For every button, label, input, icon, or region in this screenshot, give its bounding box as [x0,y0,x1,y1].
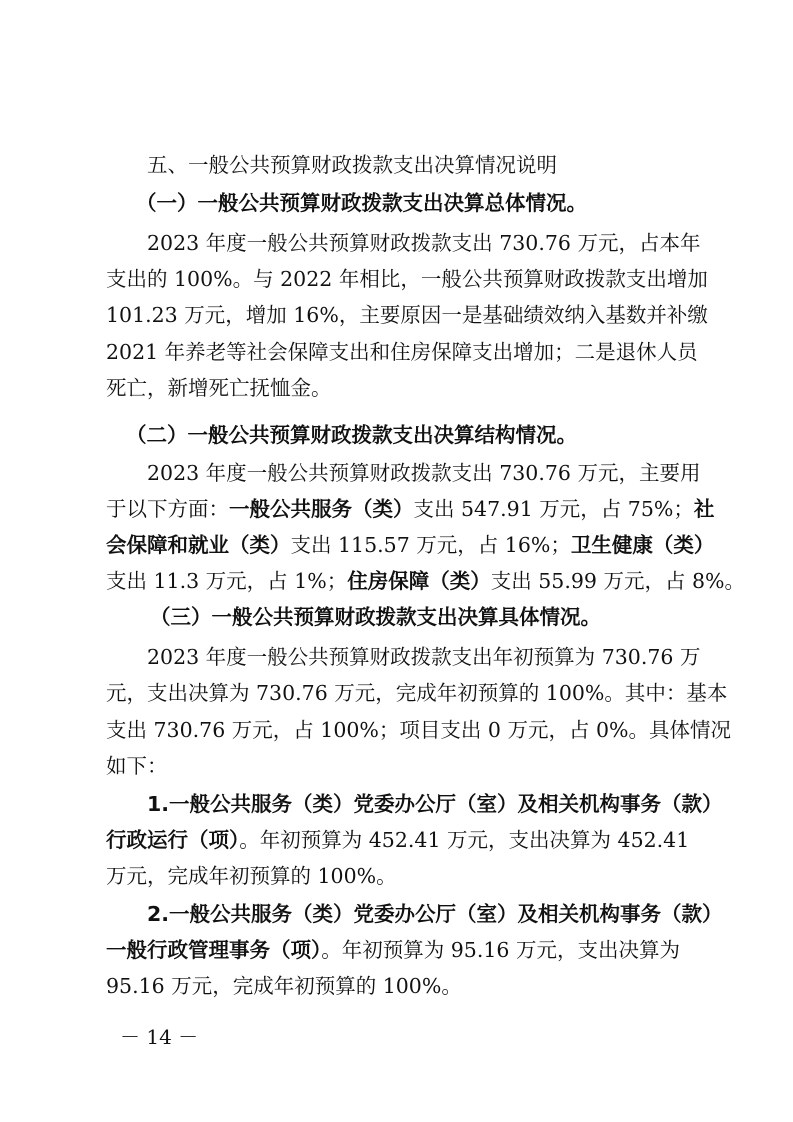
subheading-overall: （一）一般公共预算财政拨款支出决算总体情况。 [136,191,587,215]
text-segment: 支出 55.99 万元，占 8%。 [490,569,745,593]
text-segment: 支出 11.3 万元，占 1%； [106,569,348,593]
page-number: － 14 － [120,1025,199,1049]
paragraph-line [106,564,745,598]
item-heading: 2.一般公共服务（类）党委办公厅（室）及相关机构事务（款） [147,902,723,926]
item-label: 一般行政管理事务（项） [106,938,322,962]
paragraph-line: 2021 年养老等社会保障支出和住房保障支出增加；二是退休人员 [106,340,698,364]
paragraph-line: 死亡，新增死亡抚恤金。 [106,376,332,400]
text-segment: 支出 547.91 万元，占 75%； [413,497,694,521]
text-segment: 。年初预算为 452.41 万元，支出决算为 452.41 [239,828,690,852]
paragraph-line: 2023 年度一般公共预算财政拨款支出 730.76 万元，主要用 [147,461,701,485]
subheading-specific: （三）一般公共预算财政拨款支出决算具体情况。 [150,605,601,629]
paragraph-line [106,933,690,967]
category-label: 住房保障（类） [347,569,491,593]
paragraph-line [106,823,690,857]
section-heading: 五、一般公共预算财政拨款支出决算情况说明 [147,153,557,177]
subheading-structure: （二）一般公共预算财政拨款支出决算结构情况。 [126,423,577,447]
paragraph-line [106,492,715,526]
paragraph-line: 2023 年度一般公共预算财政拨款支出 730.76 万元，占本年 [147,231,701,255]
paragraph-line [106,528,715,562]
paragraph-line: 95.16 万元，完成年初预算的 100%。 [106,974,462,998]
category-label: 一般公共服务（类） [229,497,414,521]
paragraph-line: 支出的 100%。与 2022 年相比，一般公共预算财政拨款支出增加 [106,267,708,291]
item-heading: 1.一般公共服务（类）党委办公厅（室）及相关机构事务（款） [147,792,723,816]
paragraph-line: 2023 年度一般公共预算财政拨款支出年初预算为 730.76 万 [147,645,701,669]
text-segment: 。年初预算为 95.16 万元，支出决算为 [321,938,680,962]
paragraph-line: 如下： [106,754,168,778]
item-label: 行政运行（项） [106,828,240,852]
category-label: 社 [693,497,715,521]
paragraph-line: 101.23 万元，增加 16%，主要原因一是基础绩效纳入基数并补缴 [106,303,708,327]
paragraph-line: 元，支出决算为 730.76 万元，完成年初预算的 100%。其中：基本 [106,681,728,705]
paragraph-line: 支出 730.76 万元，占 100%；项目支出 0 万元，占 0%。具体情况 [106,718,731,742]
category-label: 卫生健康（类） [570,533,715,557]
category-label: 会保障和就业（类） [106,533,291,557]
text-segment: 支出 115.57 万元，占 16%； [290,533,571,557]
paragraph-line: 万元，完成年初预算的 100%。 [106,864,397,888]
text-segment: 于以下方面： [106,497,229,521]
